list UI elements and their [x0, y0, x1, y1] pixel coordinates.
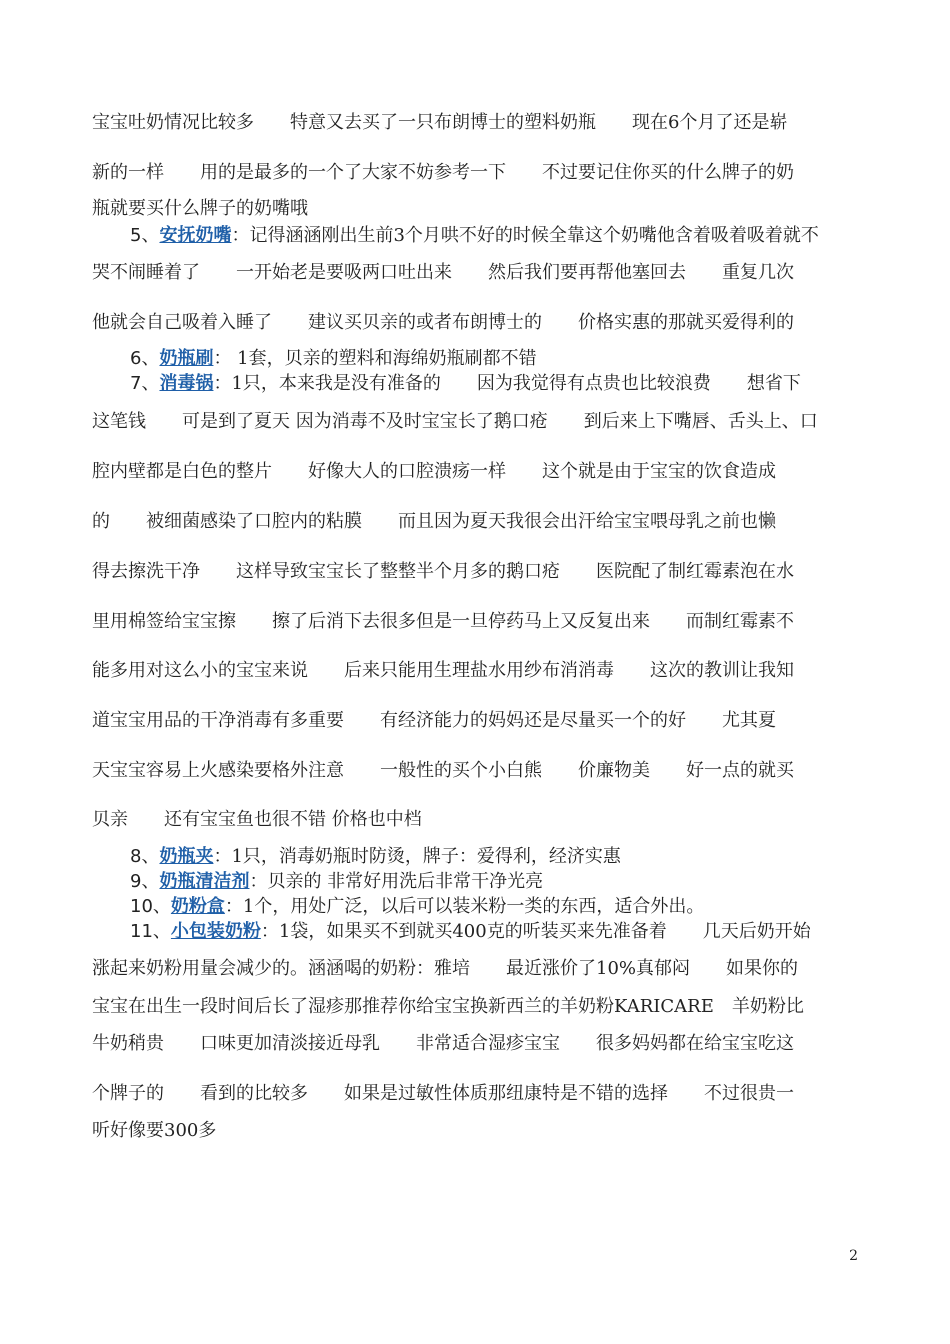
item-number: 11、: [130, 921, 171, 942]
link-small-formula[interactable]: 小包装奶粉: [170, 921, 261, 942]
text-line: 天宝宝容易上火感染要格外注意 一般性的买个小白熊 价廉物美 好一点的就买: [92, 760, 794, 781]
text-line: 得去擦洗干净 这样导致宝宝长了整整半个月多的鹅口疮 医院配了制红霉素泡在水: [92, 561, 794, 582]
text-line: 腔内壁都是白色的整片 好像大人的口腔溃疡一样 这个就是由于宝宝的饮食造成: [92, 461, 776, 482]
item-text: ：记得涵涵刚出生前3个月哄不好的时候全靠这个奶嘴他含着吸着吸着就不: [231, 225, 819, 246]
item-text: ：1只，本来我是没有准备的 因为我觉得有点贵也比较浪费 想省下: [213, 373, 801, 394]
text-line: 贝亲 还有宝宝鱼也很不错 价格也中档: [92, 809, 422, 830]
list-item-formula-box: [130, 895, 862, 919]
text-line: 哭不闹睡着了 一开始老是要吸两口吐出来 然后我们要再帮他塞回去 重复几次: [92, 262, 794, 283]
link-formula-box[interactable]: 奶粉盒: [170, 896, 225, 917]
item-number: 9、: [130, 871, 160, 892]
item-text: ： 1套，贝亲的塑料和海绵奶瓶刷都不错: [213, 348, 537, 369]
item-number: 10、: [130, 896, 171, 917]
item-text: ：1袋，如果买不到就买400克的听装买来先准备着 几天后奶开始: [260, 921, 811, 942]
text-line: 瓶就要买什么牌子的奶嘴哦: [92, 198, 308, 219]
text-line: 里用棉签给宝宝擦 擦了后消下去很多但是一旦停药马上又反复出来 而制红霉素不: [92, 611, 794, 632]
text-line: 宝宝在出生一段时间后长了湿疹那推荐你给宝宝换新西兰的羊奶粉KARICARE 羊奶粉比: [92, 996, 804, 1017]
text-line: 道宝宝用品的干净消毒有多重要 有经济能力的妈妈还是尽量买一个的好 尤其夏: [92, 710, 776, 731]
item-text: ：1只，消毒奶瓶时防烫，牌子：爱得利，经济实惠: [213, 846, 621, 867]
text-line: 他就会自己吸着入睡了 建议买贝亲的或者布朗博士的 价格实惠的那就买爱得利的: [92, 312, 794, 333]
item-text: ：贝亲的 非常好用洗后非常干净光亮: [249, 871, 544, 892]
text-line: 这笔钱 可是到了夏天 因为消毒不及时宝宝长了鹅口疮 到后来上下嘴唇、舌头上、口: [92, 411, 818, 432]
link-bottle-brush[interactable]: 奶瓶刷: [159, 348, 214, 369]
link-sterilizer[interactable]: 消毒锅: [159, 373, 214, 394]
text-line: 涨起来奶粉用量会减少的。涵涵喝的奶粉：雅培 最近涨价了10%真郁闷 如果你的: [92, 958, 799, 979]
item-text: ：1个，用处广泛，以后可以装米粉一类的东西，适合外出。: [224, 896, 705, 917]
list-item-sterilizer: [130, 372, 862, 396]
list-item-pacifier: [130, 224, 862, 248]
text-line: 能多用对这么小的宝宝来说 后来只能用生理盐水用纱布消消毒 这次的教训让我知: [92, 660, 794, 681]
text-line: 牛奶稍贵 口味更加清淡接近母乳 非常适合湿疹宝宝 很多妈妈都在给宝宝吃这: [92, 1033, 794, 1054]
list-item-small-formula: [130, 920, 862, 944]
list-item-bottle-clip: [130, 845, 862, 869]
link-bottle-cleaner[interactable]: 奶瓶清洁剂: [159, 871, 250, 892]
item-number: 6、: [130, 348, 160, 369]
list-item-bottle-brush: [130, 347, 862, 371]
text-line: 听好像要300多: [92, 1120, 217, 1141]
item-number: 8、: [130, 846, 160, 867]
item-number: 7、: [130, 373, 160, 394]
link-pacifier[interactable]: 安抚奶嘴: [159, 225, 232, 246]
item-number: 5、: [130, 225, 160, 246]
text-line: 宝宝吐奶情况比较多 特意又去买了一只布朗博士的塑料奶瓶 现在6个月了还是崭: [92, 112, 788, 133]
link-bottle-clip[interactable]: 奶瓶夹: [159, 846, 214, 867]
text-line: 个牌子的 看到的比较多 如果是过敏性体质那纽康特是不错的选择 不过很贵一: [92, 1083, 794, 1104]
text-line: 的 被细菌感染了口腔内的粘膜 而且因为夏天我很会出汗给宝宝喂母乳之前也懒: [92, 511, 776, 532]
text-line: 新的一样 用的是最多的一个了大家不妨参考一下 不过要记住你买的什么牌子的奶: [92, 162, 794, 183]
list-item-bottle-cleaner: [130, 870, 862, 894]
page-number: 2: [849, 1248, 858, 1264]
